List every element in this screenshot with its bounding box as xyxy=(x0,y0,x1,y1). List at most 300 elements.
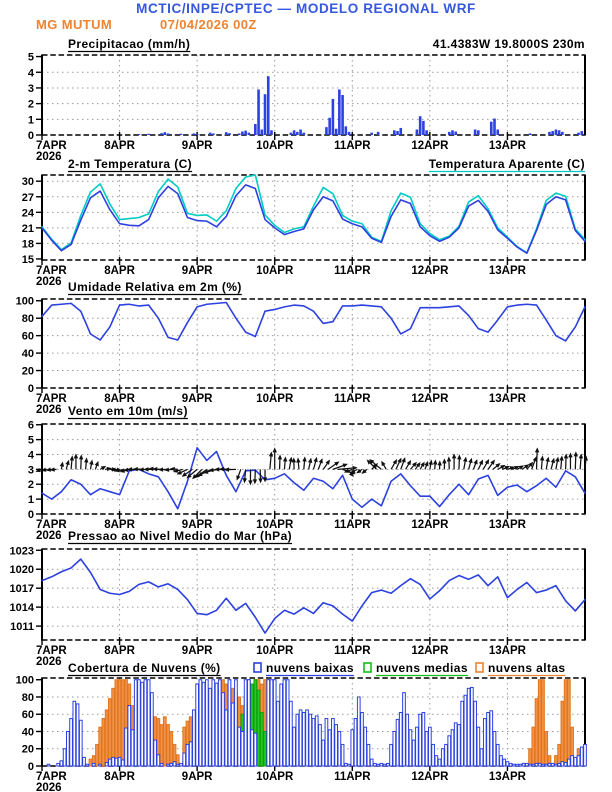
wind-arrow xyxy=(463,457,467,462)
wind-arrow xyxy=(442,458,446,463)
panel-rh2m xyxy=(16,280,585,416)
precip-bar xyxy=(228,133,231,135)
precip-bar xyxy=(580,131,583,135)
y-tick-label: 5 xyxy=(27,51,34,64)
cloud-bar-nuvens-baixas xyxy=(571,756,574,766)
x-tick-label: 8APR xyxy=(104,140,135,152)
cloud-bar-nuvens-baixas xyxy=(225,710,228,766)
cloud-bar-nuvens-baixas xyxy=(189,742,192,766)
cloud-bar-nuvens-baixas xyxy=(151,693,154,766)
y-tick-label: 5 xyxy=(27,434,34,447)
y-tick-label: 1014 xyxy=(9,602,34,615)
x-tick-label: 8APR xyxy=(104,265,135,277)
cloud-bar-nuvens-baixas xyxy=(312,719,315,766)
y-tick-label: 4 xyxy=(27,449,34,462)
cloud-bar-nuvens-baixas xyxy=(416,727,419,766)
wind-arrow xyxy=(89,460,93,465)
cloud-bar-nuvens-baixas xyxy=(241,731,244,766)
wind-arrow xyxy=(555,457,559,462)
wind-arrow xyxy=(243,478,247,483)
precip-bar xyxy=(577,133,580,135)
y-tick-label: 0 xyxy=(27,761,34,773)
wind-arrow xyxy=(84,457,88,462)
wind-arrow xyxy=(535,447,539,452)
cloud-bar-nuvens-baixas xyxy=(390,744,393,766)
wind-arrow xyxy=(283,456,287,461)
cloud-bar-nuvens-altas xyxy=(529,749,532,766)
cloud-bar-nuvens-baixas xyxy=(332,719,335,766)
precip-bar xyxy=(493,119,496,135)
precip-bar xyxy=(335,129,338,135)
precip-bar xyxy=(399,128,402,135)
wind-arrow xyxy=(236,475,240,480)
cloud-bar-nuvens-baixas xyxy=(348,764,351,766)
cloud-bar-nuvens-baixas xyxy=(212,680,215,766)
cloud-bar-nuvens-baixas xyxy=(170,763,173,766)
cloud-bar-nuvens-baixas xyxy=(128,706,131,766)
wind-arrow xyxy=(540,455,544,460)
wind-arrow xyxy=(219,467,224,471)
precip-bar xyxy=(164,132,167,135)
cloud-bar-nuvens-altas xyxy=(89,759,92,766)
precip-bar xyxy=(425,130,428,135)
cloud-bar-nuvens-baixas xyxy=(357,697,360,766)
cloud-bar-nuvens-baixas xyxy=(454,723,457,766)
cloud-bar-nuvens-baixas xyxy=(125,728,128,766)
cloud-bar-nuvens-baixas xyxy=(144,680,147,766)
cloud-bar-nuvens-baixas xyxy=(429,727,432,766)
cloud-bar-nuvens-baixas xyxy=(270,680,273,766)
y-tick-label: 0 xyxy=(27,130,34,142)
precip-bar xyxy=(260,130,263,135)
precip-bar xyxy=(254,124,257,135)
cloud-bar-nuvens-baixas xyxy=(480,749,483,766)
cloud-bar-nuvens-baixas xyxy=(441,749,444,766)
cloud-bar-nuvens-baixas xyxy=(244,680,247,766)
precip-bar xyxy=(241,132,244,135)
x-tick-label: 11APR xyxy=(334,519,371,531)
wind-arrow xyxy=(278,454,282,459)
y-tick-label: 20 xyxy=(21,365,34,378)
panel-title: Cobertura de Nuvens (%) xyxy=(68,661,221,675)
cloud-bar-nuvens-baixas xyxy=(173,762,176,766)
precip-bar xyxy=(196,134,199,135)
cloud-bar-nuvens-baixas xyxy=(222,693,225,766)
cloud-bar-nuvens-baixas xyxy=(374,763,377,766)
cloud-bar-nuvens-baixas xyxy=(167,764,170,766)
cloud-bar-nuvens-altas xyxy=(118,680,121,766)
precip-bar xyxy=(496,130,499,135)
cloud-bar-nuvens-baixas xyxy=(235,680,238,766)
cloud-bar-nuvens-altas xyxy=(564,680,567,766)
precip-bar xyxy=(167,133,170,135)
cloud-bar-nuvens-baixas xyxy=(522,763,525,766)
cloud-bar-nuvens-baixas xyxy=(121,760,124,766)
cloud-bar-nuvens-baixas xyxy=(63,749,66,766)
precip-bar xyxy=(477,130,480,135)
cloud-bar-nuvens-medias xyxy=(257,690,260,766)
cloud-bar-nuvens-baixas xyxy=(412,740,415,766)
cloud-bar-nuvens-baixas xyxy=(493,731,496,766)
x-tick-label: 9APR xyxy=(181,265,213,277)
x-tick-label: 10APR xyxy=(256,265,294,277)
cloud-bar-nuvens-baixas xyxy=(283,680,286,766)
precip-bar xyxy=(293,130,296,135)
cloud-bar-nuvens-baixas xyxy=(306,710,309,766)
cloud-bar-nuvens-baixas xyxy=(134,680,137,766)
series-temperatura-aparente-c- xyxy=(42,175,585,253)
wind-arrow xyxy=(574,451,578,456)
panel-title: Vento em 10m (m/s) xyxy=(68,404,188,418)
legend-marker xyxy=(476,663,483,672)
precip-bar xyxy=(396,131,399,135)
y-tick-label: 2 xyxy=(27,98,34,111)
cloud-bar-nuvens-baixas xyxy=(538,763,541,766)
x-tick-label: 12APR xyxy=(411,140,449,152)
cloud-bar-nuvens-altas xyxy=(112,688,115,766)
y-tick-label: 60 xyxy=(21,709,34,722)
cloud-bar-nuvens-baixas xyxy=(319,725,322,766)
cloud-bar-nuvens-baixas xyxy=(406,714,409,766)
wind-arrow xyxy=(437,460,441,465)
precip-bar xyxy=(325,127,328,135)
x-tick-label: 7APR xyxy=(36,771,67,783)
cloud-bar-nuvens-baixas xyxy=(584,744,587,766)
precip-bar xyxy=(303,133,306,135)
cloud-bar-nuvens-baixas xyxy=(218,680,221,766)
cloud-bar-nuvens-baixas xyxy=(254,733,257,766)
cloud-bar-nuvens-baixas xyxy=(409,730,412,766)
x-tick-label: 10APR xyxy=(256,393,294,405)
cloud-bar-nuvens-altas xyxy=(109,699,112,766)
cloud-bar-nuvens-baixas xyxy=(154,740,157,766)
legend-marker xyxy=(254,663,261,672)
cloud-bar-nuvens-baixas xyxy=(109,759,112,766)
precip-bar xyxy=(193,133,196,135)
cloud-bar-nuvens-baixas xyxy=(361,713,364,766)
legend-label: nuvens medias xyxy=(376,661,468,675)
x-tick-label: 12APR xyxy=(411,393,449,405)
cloud-bar-nuvens-baixas xyxy=(555,764,558,766)
y-tick-label: 18 xyxy=(21,238,34,251)
precip-bar xyxy=(238,133,241,135)
precip-bar xyxy=(377,132,380,135)
cloud-bar-nuvens-baixas xyxy=(215,683,218,766)
x-tick-label: 13APR xyxy=(488,645,526,657)
x-tick-label: 9APR xyxy=(181,140,213,152)
cloud-bar-nuvens-baixas xyxy=(532,764,535,766)
cloud-bar-nuvens-baixas xyxy=(467,688,470,766)
x-tick-label: 13APR xyxy=(488,140,526,152)
cloud-bar-nuvens-altas xyxy=(545,731,548,766)
cloud-bar-nuvens-medias xyxy=(264,731,267,766)
x-tick-label: 12APR xyxy=(411,645,449,657)
precip-bar xyxy=(267,76,270,135)
precip-bar xyxy=(338,90,341,135)
cloud-bar-nuvens-baixas xyxy=(558,763,561,766)
cloud-bar-nuvens-baixas xyxy=(344,763,347,766)
y-tick-label: 0 xyxy=(27,509,34,521)
cloud-bar-nuvens-baixas xyxy=(160,763,163,766)
cloud-bar-nuvens-baixas xyxy=(567,759,570,766)
y-tick-label: 30 xyxy=(21,176,34,189)
x-tick-label: 7APR xyxy=(36,140,67,152)
cloud-bar-nuvens-baixas xyxy=(351,730,354,766)
cloud-bar-nuvens-baixas xyxy=(503,759,506,766)
cloud-bar-nuvens-baixas xyxy=(474,701,477,766)
precip-bar xyxy=(393,130,396,135)
cloud-bar-nuvens-baixas xyxy=(341,744,344,766)
x-tick-label: 9APR xyxy=(181,519,213,531)
x-tick-label: 11APR xyxy=(334,140,371,152)
x-year-label: 2026 xyxy=(36,151,62,163)
cloud-bar-nuvens-baixas xyxy=(286,680,289,766)
y-tick-label: 1 xyxy=(27,114,34,127)
y-tick-label: 40 xyxy=(21,348,34,361)
precip-bar xyxy=(348,132,351,135)
precip-bar xyxy=(299,130,302,135)
y-tick-label: 100 xyxy=(15,295,34,308)
panel-clouds xyxy=(16,661,587,792)
wind-arrow xyxy=(468,458,472,463)
x-tick-label: 11APR xyxy=(334,393,371,405)
panel-title: Umidade Relativa em 2m (%) xyxy=(68,280,242,294)
x-tick-label: 11APR xyxy=(334,645,371,657)
cloud-bar-nuvens-baixas xyxy=(157,755,160,766)
precip-bar xyxy=(416,130,419,135)
cloud-bar-nuvens-baixas xyxy=(506,762,509,766)
station-label: MG MUTUM xyxy=(36,17,113,32)
y-tick-label: 1023 xyxy=(9,545,34,558)
x-tick-label: 7APR xyxy=(36,519,67,531)
cloud-bar-nuvens-baixas xyxy=(487,713,490,766)
cloud-bar-nuvens-baixas xyxy=(325,719,328,766)
precip-bar xyxy=(448,132,451,135)
x-tick-label: 7APR xyxy=(36,265,67,277)
y-tick-label: 20 xyxy=(21,743,34,756)
cloud-bar-nuvens-altas xyxy=(542,680,545,766)
x-tick-label: 7APR xyxy=(36,393,67,405)
cloud-bar-nuvens-baixas xyxy=(273,680,276,766)
cloud-bar-nuvens-baixas xyxy=(580,747,583,766)
y-tick-label: 1020 xyxy=(9,564,34,577)
cloud-bar-nuvens-baixas xyxy=(396,719,399,766)
x-tick-label: 8APR xyxy=(104,645,135,657)
x-tick-label: 9APR xyxy=(181,393,213,405)
precip-bar xyxy=(328,118,331,135)
legend-marker xyxy=(364,663,371,672)
cloud-bar-nuvens-baixas xyxy=(483,719,486,766)
cloud-bar-nuvens-altas xyxy=(170,731,173,766)
x-tick-label: 7APR xyxy=(36,645,67,657)
cloud-bar-nuvens-baixas xyxy=(509,763,512,766)
cloud-bar-nuvens-baixas xyxy=(115,758,118,766)
cloud-bar-nuvens-baixas xyxy=(354,719,357,766)
cloud-bar-nuvens-baixas xyxy=(525,763,528,766)
precip-bar xyxy=(529,133,532,135)
precip-bar xyxy=(451,130,454,135)
cloud-bar-nuvens-baixas xyxy=(315,716,318,766)
cloud-bar-nuvens-baixas xyxy=(370,759,373,766)
y-tick-label: 80 xyxy=(21,691,34,704)
legend-label: nuvens baixas xyxy=(266,661,354,675)
precip-bar xyxy=(558,130,561,135)
cloud-bar-nuvens-baixas xyxy=(386,763,389,766)
cloud-bar-nuvens-baixas xyxy=(548,763,551,766)
cloud-bar-nuvens-baixas xyxy=(458,725,461,766)
panel-title: 2-m Temperatura (C) xyxy=(68,157,193,171)
panel-title: Precipitacao (mm/h) xyxy=(68,37,191,51)
y-tick-label: 27 xyxy=(21,191,34,204)
cloud-bar-nuvens-baixas xyxy=(383,764,386,766)
precip-bar xyxy=(370,133,373,135)
cloud-bar-nuvens-baixas xyxy=(293,727,296,766)
precip-bar xyxy=(561,132,564,135)
cloud-bar-nuvens-baixas xyxy=(199,680,202,766)
cloud-bar-nuvens-baixas xyxy=(141,682,144,766)
cloud-bar-nuvens-baixas xyxy=(251,730,254,766)
wind-arrow xyxy=(334,461,339,466)
wind-arrow xyxy=(144,467,149,471)
cloud-bar-nuvens-baixas xyxy=(438,759,441,766)
cloud-bar-nuvens-baixas xyxy=(280,684,283,766)
wind-arrow xyxy=(288,457,292,462)
cloud-bar-nuvens-baixas xyxy=(471,687,474,766)
y-tick-label: 24 xyxy=(21,207,34,220)
cloud-bar-nuvens-baixas xyxy=(564,763,567,766)
precip-bar xyxy=(490,122,493,135)
cloud-bar-nuvens-altas xyxy=(160,725,163,766)
cloud-bar-nuvens-baixas xyxy=(364,727,367,766)
series-pressao-ao-nivel-do-mar xyxy=(42,559,585,633)
cloud-bar-nuvens-baixas xyxy=(574,757,577,766)
x-tick-label: 9APR xyxy=(181,645,213,657)
y-tick-label: 1 xyxy=(27,494,34,507)
precip-bar xyxy=(555,130,558,135)
cloud-bar-nuvens-baixas xyxy=(180,763,183,766)
precip-bar xyxy=(244,131,247,135)
cloud-bar-nuvens-altas xyxy=(167,725,170,766)
y-tick-label: 4 xyxy=(27,67,34,80)
cloud-bar-nuvens-baixas xyxy=(83,757,86,766)
series-velocidade-do-vento xyxy=(42,448,585,509)
y-tick-label: 15 xyxy=(21,253,34,266)
x-tick-label: 9APR xyxy=(181,771,213,783)
cloud-bar-nuvens-baixas xyxy=(435,756,438,766)
precip-bar xyxy=(138,134,141,135)
precip-bar xyxy=(419,116,422,135)
cloud-bar-nuvens-altas xyxy=(561,701,564,766)
x-tick-label: 13APR xyxy=(488,393,526,405)
cloud-bar-nuvens-baixas xyxy=(545,764,548,766)
panel-title-right: Temperatura Aparente (C) xyxy=(428,157,585,171)
cloud-bar-nuvens-baixas xyxy=(377,764,380,766)
x-tick-label: 13APR xyxy=(488,771,526,783)
run-datetime: 07/04/2026 00Z xyxy=(160,17,257,32)
cloud-bar-nuvens-baixas xyxy=(490,711,493,766)
y-tick-label: 21 xyxy=(21,222,34,235)
cloud-bar-nuvens-baixas xyxy=(309,714,312,766)
wind-arrow xyxy=(302,456,306,461)
cloud-bar-nuvens-baixas xyxy=(516,764,519,766)
cloud-bar-nuvens-baixas xyxy=(577,756,580,766)
cloud-bar-nuvens-baixas xyxy=(238,727,241,766)
series-umidade-relativa xyxy=(42,302,585,340)
precip-bar xyxy=(257,90,260,135)
cloud-bar-nuvens-baixas xyxy=(73,701,76,766)
wind-arrow xyxy=(60,461,64,466)
x-year-label: 2026 xyxy=(36,530,62,542)
precip-bar xyxy=(270,130,273,135)
cloud-bar-nuvens-baixas xyxy=(335,725,338,766)
wind-arrow xyxy=(447,456,451,461)
cloud-bar-nuvens-baixas xyxy=(445,744,448,766)
precip-bar xyxy=(422,121,425,135)
cloud-bar-nuvens-altas xyxy=(558,744,561,766)
cloud-bar-nuvens-baixas xyxy=(228,680,231,766)
cloud-bar-nuvens-altas xyxy=(532,727,535,766)
cloud-bar-nuvens-altas xyxy=(99,727,102,766)
cloud-bar-nuvens-altas xyxy=(163,717,166,766)
cloud-bar-nuvens-baixas xyxy=(322,740,325,766)
cloud-bar-nuvens-baixas xyxy=(57,763,60,766)
cloud-bar-nuvens-baixas xyxy=(403,693,406,766)
wind-arrow xyxy=(182,472,187,477)
cloud-bar-nuvens-baixas xyxy=(193,710,196,766)
cloud-bar-nuvens-baixas xyxy=(118,757,121,766)
y-tick-label: 100 xyxy=(15,674,34,687)
cloud-bar-nuvens-baixas xyxy=(464,695,467,766)
wind-arrow xyxy=(457,454,461,459)
wind-arrow xyxy=(401,457,405,462)
cloud-bar-nuvens-baixas xyxy=(105,763,108,766)
x-tick-label: 13APR xyxy=(488,265,526,277)
wind-arrow xyxy=(568,452,572,457)
precip-bar xyxy=(248,133,251,135)
cloud-bar-nuvens-baixas xyxy=(296,714,299,766)
cloud-bar-nuvens-baixas xyxy=(529,764,532,766)
panel-precip xyxy=(28,37,585,163)
wind-arrow xyxy=(158,467,163,471)
cloud-bar-nuvens-baixas xyxy=(202,682,205,766)
wind-arrow xyxy=(319,458,323,463)
x-tick-label: 12APR xyxy=(411,771,449,783)
cloud-bar-nuvens-baixas xyxy=(451,730,454,766)
cloud-bar-nuvens-baixas xyxy=(79,720,82,766)
cloud-bar-nuvens-baixas xyxy=(338,731,341,766)
x-year-label: 2026 xyxy=(36,276,62,288)
cloud-bar-nuvens-baixas xyxy=(209,688,212,766)
cloud-bar-nuvens-baixas xyxy=(290,701,293,766)
legend-label: nuvens altas xyxy=(488,661,566,675)
precip-bar xyxy=(332,99,335,135)
cloud-bar-nuvens-baixas xyxy=(76,704,79,766)
wind-arrow xyxy=(70,455,74,460)
cloud-bar-nuvens-baixas xyxy=(399,713,402,766)
wind-arrow xyxy=(214,467,219,471)
cloud-bar-nuvens-altas xyxy=(105,710,108,766)
x-tick-label: 8APR xyxy=(104,519,135,531)
precip-bar xyxy=(264,94,267,135)
cloud-bar-nuvens-baixas xyxy=(131,730,134,766)
wind-arrow xyxy=(308,458,312,463)
cloud-bar-nuvens-baixas xyxy=(70,719,73,766)
cloud-bar-nuvens-baixas xyxy=(231,703,234,766)
cloud-bar-nuvens-baixas xyxy=(186,744,189,766)
precip-bar xyxy=(212,133,215,135)
cloud-bar-nuvens-baixas xyxy=(267,680,270,766)
wind-arrow xyxy=(253,479,257,484)
